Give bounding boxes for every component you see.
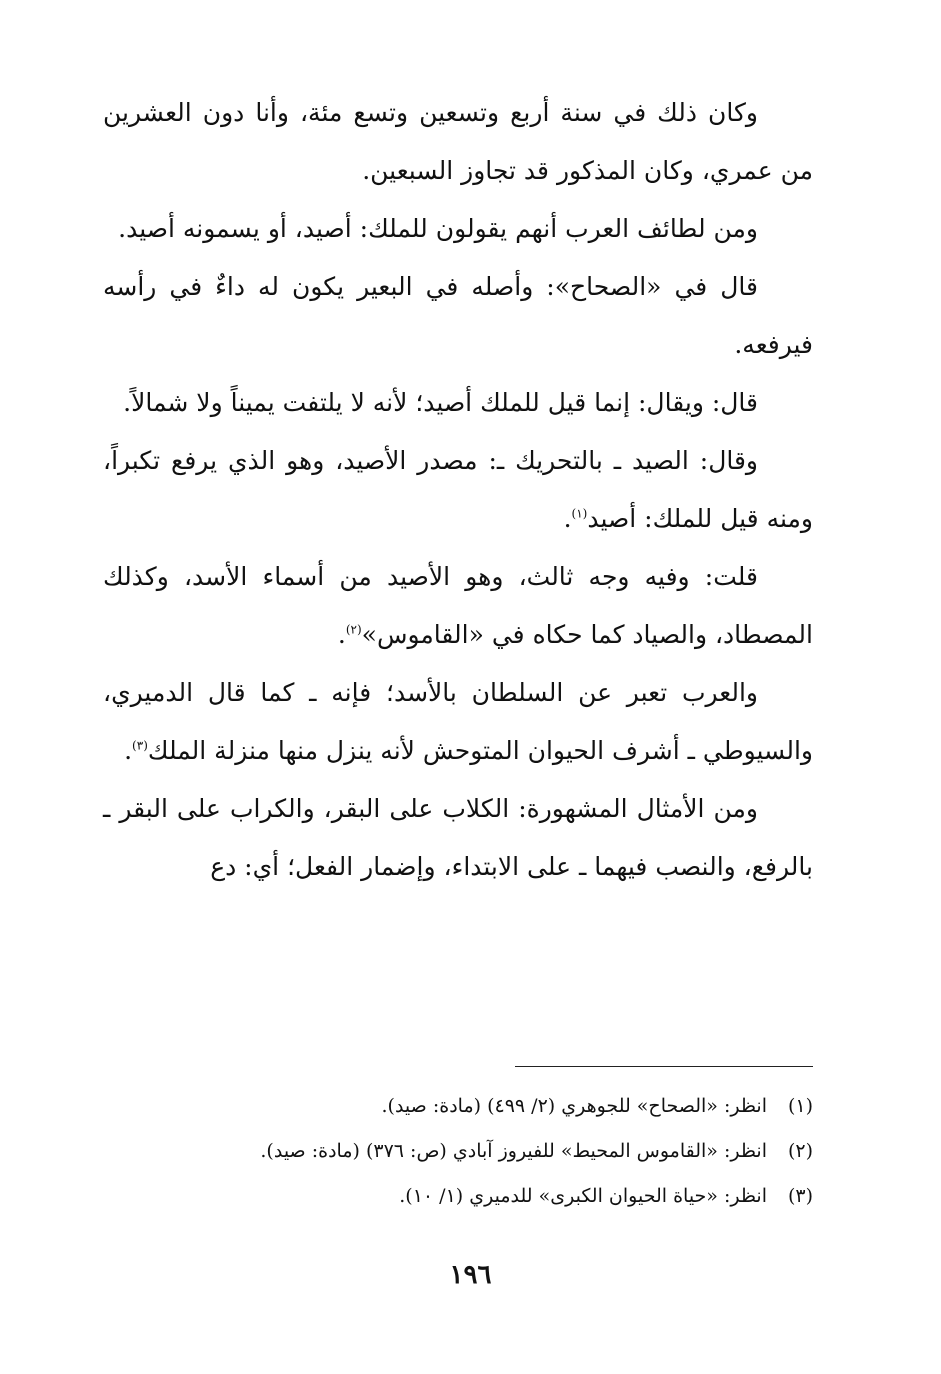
paragraph (103, 432, 813, 548)
paragraph-end: . (124, 736, 133, 765)
paragraph-end: . (563, 504, 572, 533)
paragraph-text: قلت: وفيه وجه ثالث، وهو الأصيد من أسماء الأسد، وكذلك المصطاد، والصياد كما حكاه في «القاموس» (103, 562, 813, 649)
footnote (103, 1129, 813, 1174)
paragraph (103, 548, 813, 664)
paragraph-end: . (337, 620, 346, 649)
footnote-reference[interactable]: (١) (571, 506, 588, 521)
paragraph-text: قال في «الصحاح»: وأصله في البعير يكون له داءٌ في رأسه فيرفعه. (103, 272, 813, 359)
paragraph (103, 664, 813, 780)
paragraph (103, 258, 813, 374)
footnote-number: (١) (787, 1095, 813, 1117)
paragraph-text: ومن لطائف العرب أنهم يقولون للملك: أصيد، أو يسمونه أصيد. (118, 214, 758, 243)
page-number: ١٩٦ (449, 1260, 492, 1290)
footnote-reference[interactable]: (٢) (345, 622, 362, 637)
footnote-number: (٢) (787, 1140, 813, 1162)
paragraph (103, 200, 813, 258)
paragraph-text: ومن الأمثال المشهورة: الكلاب على البقر، والكراب على البقر ـ بالرفع، والنصب فيهما ـ على الابتداء، وإضمار الفعل؛ أي: دع (103, 794, 813, 881)
paragraph-text: والعرب تعبر عن السلطان بالأسد؛ فإنه ـ كما قال الدميري، والسيوطي ـ أشرف الحيوان المتوحش لأنه ينزل منها منزلة الملك (103, 678, 813, 765)
footnotes (103, 1084, 813, 1219)
footnote (103, 1174, 813, 1219)
body-text (103, 84, 813, 896)
paragraph (103, 84, 813, 200)
paragraph-text: قال: ويقال: إنما قيل للملك أصيد؛ لأنه لا يلتفت يميناً ولا شمالاً. (123, 388, 758, 417)
paragraph-text: وقال: الصيد ـ بالتحريك ـ: مصدر الأصيد، وهو الذي يرفع تكبراً، ومنه قيل للملك: أصيد (103, 446, 813, 533)
footnote (103, 1084, 813, 1129)
footnote-number: (٣) (787, 1185, 813, 1207)
paragraph (103, 374, 813, 432)
footnote-text: انظر: «حياة الحيوان الكبرى» للدميري (١/ ١٠). (399, 1185, 767, 1207)
footnote-text: انظر: «القاموس المحيط» للفيروز آبادي (ص: ٣٧٦) (مادة: صيد). (260, 1140, 767, 1162)
footnote-separator (515, 1066, 813, 1067)
footnote-text: انظر: «الصحاح» للجوهري (٢/ ٤٩٩) (مادة: صيد). (381, 1095, 767, 1117)
footnote-reference[interactable]: (٣) (132, 738, 148, 753)
paragraph (103, 780, 813, 896)
paragraph-text: وكان ذلك في سنة أربع وتسعين وتسع مئة، وأنا دون العشرين من عمري، وكان المذكور قد تجاوز السبعين. (103, 98, 813, 185)
